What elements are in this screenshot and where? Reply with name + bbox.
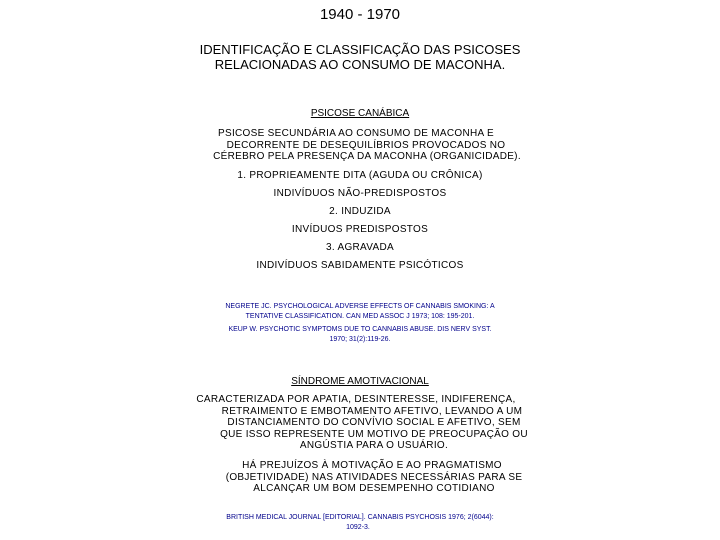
classification-sub-2: INVÍDUOS PREDISPOSTOS [291,224,429,235]
reference-2 [0,325,720,345]
para1-line-3: DISTANCIAMENTO DO CONVÍVIO SOCIAL E AFETIVO, SEM [227,417,521,428]
para1-line-4: QUE ISSO REPRESENTE UM MOTIVO DE PREOCUPAÇÃO OU [220,428,528,440]
sindrome-section-title: SÍNDROME AMOTIVACIONAL [291,376,429,387]
classification-sub-1: INDIVÍDUOS NÃO-PREDISPOSTOS [273,188,447,199]
classification-item-3: 3. AGRAVADA [326,242,394,253]
psicose-description [0,128,720,163]
para1-line-1: CARACTERIZADA POR APATIA, DESINTERESSE, INDIFERENÇA, [196,394,516,405]
classification-sub-3: INDIVÍDUOS SABIDAMENTE PSICÓTICOS [256,260,464,271]
para2-line-3: ALCANÇAR UM BOM DESEMPENHO COTIDIANO [253,483,495,494]
reference-3 [0,513,720,533]
sindrome-paragraph-2 [0,460,720,495]
para1-line-2: RETRAIMENTO E EMBOTAMENTO AFETIVO, LEVANDO A UM [221,405,523,417]
para1-line-5: ANGÚSTIA PARA O USUÁRIO. [299,440,449,451]
reference-1-line-2: TENTATIVE CLASSIFICATION. CAN MED ASSOC J 1973; 108: 195-201. [245,313,475,320]
para2-line-2: (OBJETIVIDADE) NAS ATIVIDADES NECESSÁRIAS PARA SE [225,471,523,483]
reference-2-line-2: 1970; 31(2):119-26. [329,336,391,343]
page-title: 1940 - 1970 [319,6,401,23]
reference-3-line-2: 1092-3. [346,524,370,531]
sindrome-paragraph-1 [0,394,720,452]
slide-heading [0,42,720,72]
heading-line-1: IDENTIFICAÇÃO E CLASSIFICAÇÃO DAS PSICOSES [199,42,521,57]
reference-1-line-1: NEGRETE JC. PSYCHOLOGICAL ADVERSE EFFECTS OF CANNABIS SMOKING: A [225,303,495,310]
description-line-3: CÉREBRO PELA PRESENÇA DA MACONHA (ORGANICIDADE). [213,151,521,162]
description-line-1: PSICOSE SECUNDÁRIA AO CONSUMO DE MACONHA E [218,128,494,139]
heading-line-2: RELACIONADAS AO CONSUMO DE MACONHA. [214,57,506,72]
reference-2-line-1: KEUP W. PSYCHOTIC SYMPTOMS DUE TO CANNABIS ABUSE. DIS NERV SYST. [228,326,492,333]
reference-1 [0,302,720,322]
description-line-2: DECORRENTE DE DESEQUILÍBRIOS PROVOCADOS NO [226,139,506,151]
classification-item-1: 1. PROPRIEAMENTE DITA (AGUDA OU CRÔNICA) [237,170,483,181]
reference-3-line-1: BRITISH MEDICAL JOURNAL [EDITORIAL]. CANNABIS PSYCHOSIS 1976; 2(6044): [226,514,494,521]
classification-item-2: 2. INDUZIDA [329,206,391,217]
psicose-section-title: PSICOSE CANÁBICA [310,108,410,119]
para2-line-1: HÁ PREJUÍZOS À MOTIVAÇÃO E AO PRAGMATISMO [242,460,502,471]
